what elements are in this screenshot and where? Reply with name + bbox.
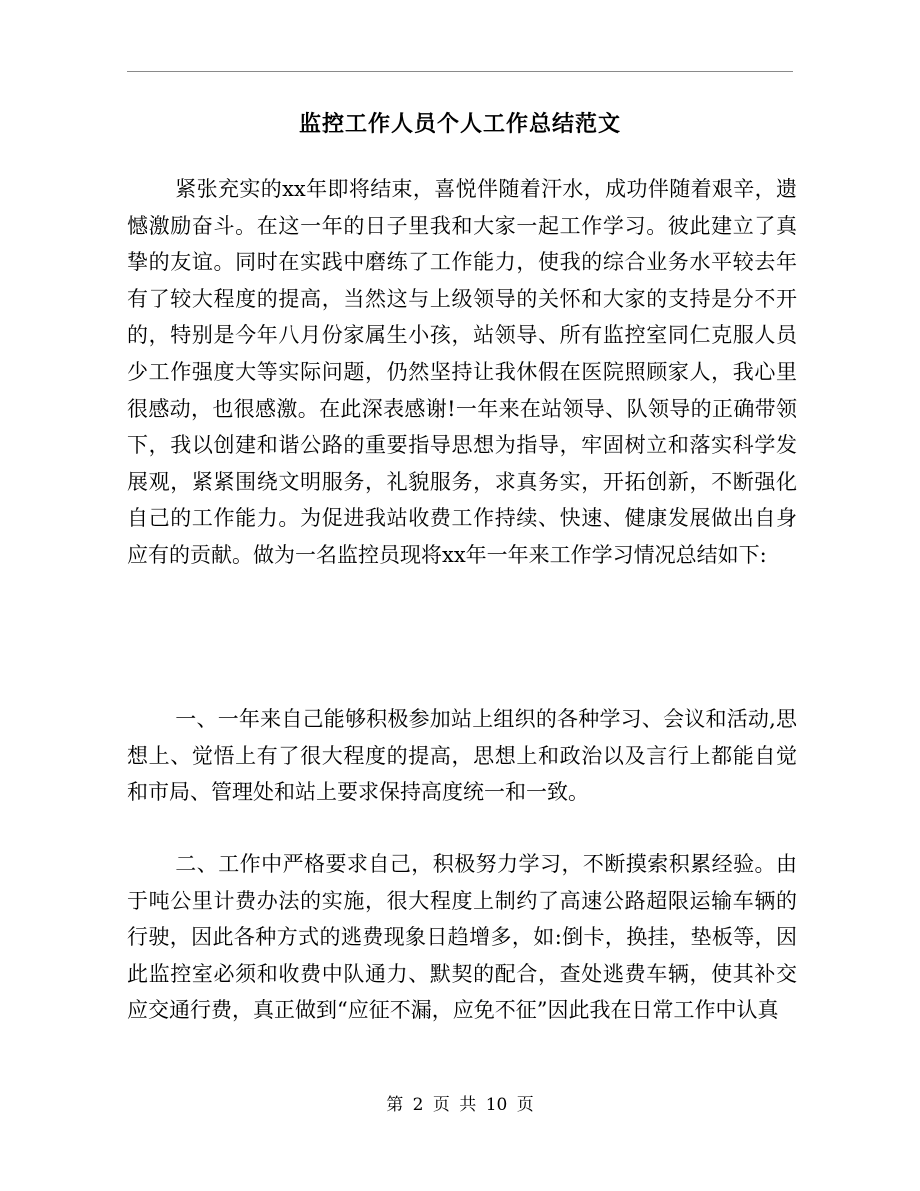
document-title: 监控工作人员个人工作总结范文 xyxy=(298,111,621,137)
page-number-footer: 第 2 页 共 10 页 xyxy=(386,1095,534,1115)
paragraph-intro: 紧张充实的xx年即将结束，喜悦伴随着汗水，成功伴随着艰辛，遗憾激励奋斗。在这一年的日子里我和大家一起工作学习。彼此建立了真挚的友谊。同时在实践中磨练了工作能力，使我的综合业务水平较去年有了较大程度的提高，当然这与上级领导的关怀和大家的支持是分不开的，特别是今年八月份家属生小孩，站领导、所有监控室同仁克服人员少工作强度大等实际问题，仍然坚持让我休假在医院照顾家人，我心里很感动，也很感激。在此深表感谢!一年来在站领导、队领导的正确带领下，我以创建和谐公路的重要指导思想为指导，牢固树立和落实科学发展观，紧紧围绕文明服务，礼貌服务，求真务实，开拓创新，不断强化自己的工作能力。为促进我站收费工作持续、快速、健康发展做出自身应有的贡献。做为一名监控员现将xx年一年来工作学习情况总结如下: xyxy=(127,177,797,567)
paragraph-point-two: 二、工作中严格要求自己，积极努力学习，不断摸索积累经验。由于吨公里计费办法的实施，很大程度上制约了高速公路超限运输车辆的行驶，因此各种方式的逃费现象日趋增多，如:倒卡，换挂，垫板等，因此监控室必须和收费中队通力、默契的配合，查处逃费车辆，使其补交应交通行费，真正做到“应征不漏，应免不征”因此我在日常工作中认真 xyxy=(127,852,797,1023)
header-rule xyxy=(127,71,793,72)
paragraph-point-one: 一、一年来自己能够积极参加站上组织的各种学习、会议和活动,思想上、觉悟上有了很大程度的提高，思想上和政治以及言行上都能自觉和市局、管理处和站上要求保持高度统一和一致。 xyxy=(127,707,797,805)
